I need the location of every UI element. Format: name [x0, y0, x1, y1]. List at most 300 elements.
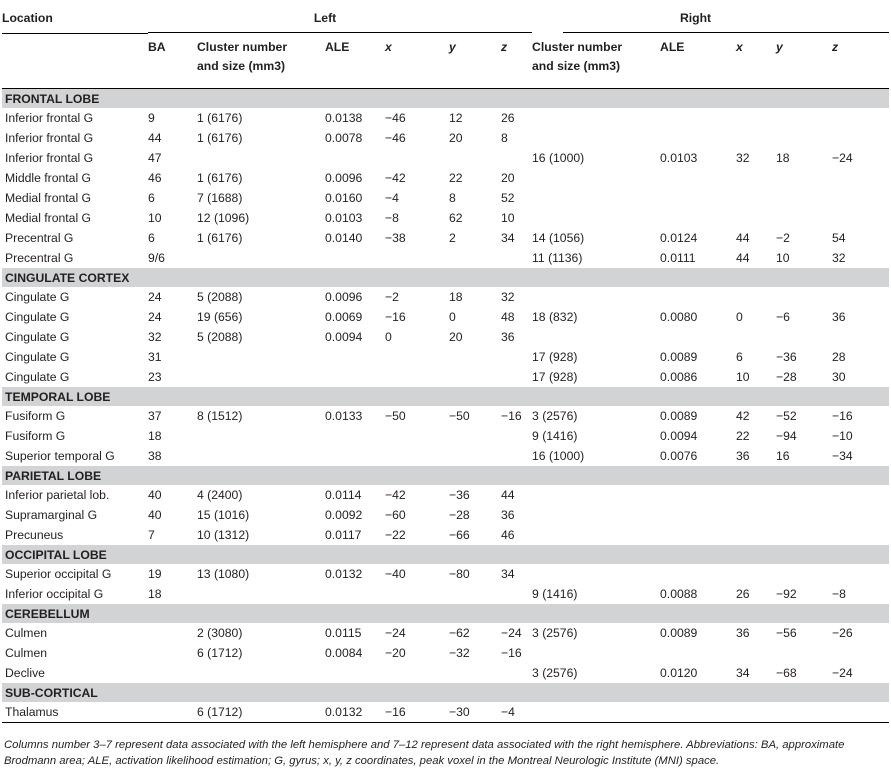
- y-right-header: y: [776, 34, 832, 89]
- section-title: CEREBELLUM: [2, 604, 889, 623]
- y-left-cell: 18: [449, 290, 463, 304]
- z-left-cell: 8: [501, 131, 508, 145]
- cluster-right-header: Cluster number and size (mm3): [532, 34, 660, 89]
- x-left-cell: −38: [385, 231, 406, 245]
- section-title: TEMPORAL LOBE: [2, 387, 889, 406]
- x-right-cell: 32: [736, 151, 750, 165]
- y-right-cell: −56: [776, 626, 797, 640]
- z-right-cell: [832, 505, 889, 525]
- z-left-cell: 48: [501, 310, 515, 324]
- ale-right-cell: 0.0120: [660, 666, 698, 680]
- cluster-left-cell: 7 (1688): [197, 191, 243, 205]
- x-right-cell: [736, 643, 776, 663]
- ale-left-cell: 0.0133: [325, 409, 363, 423]
- cluster-left-cell: 6 (1712): [197, 702, 325, 723]
- y-right-cell: [776, 505, 832, 525]
- z-right-cell: −26: [832, 626, 853, 640]
- ale-left-cell: 0.0115: [325, 626, 362, 640]
- y-left-cell: 12: [449, 111, 463, 125]
- y-left-cell: 22: [449, 171, 463, 185]
- ale-left-cell: 0.0069: [325, 310, 363, 324]
- y-left-cell: [449, 663, 501, 683]
- cluster-left-cell: 8 (1512): [197, 409, 243, 423]
- y-right-cell: −92: [776, 587, 797, 601]
- ba-cell: [148, 623, 197, 643]
- y-left-cell: −36: [449, 488, 470, 502]
- y-left-cell: −28: [449, 508, 470, 522]
- z-right-cell: −24: [832, 151, 853, 165]
- y-right-cell: [776, 643, 832, 663]
- table-row: [2, 128, 889, 148]
- cluster-right-cell: [532, 702, 660, 723]
- ale-results-table: [2, 7, 889, 723]
- left-hemisphere-header: Left: [313, 11, 337, 25]
- z-right-cell: 54: [832, 231, 846, 245]
- table-row: [2, 188, 889, 208]
- z-left-cell: [501, 248, 532, 268]
- cluster-left-cell: 6 (1712): [197, 646, 243, 660]
- ale-right-header: ALE: [660, 34, 736, 89]
- ale-right-cell: [660, 128, 736, 148]
- table-footnote: Columns number 3–7 represent data associated with the left hemisphere and 7–12 represent data associated with the right hemisphere. Abbreviations: BA, approximate Brodmann area; ALE, activation likelihood estimation; G, gyrus; x, y, z coordinates, peak voxel in the Montreal Neurologic Institute (MNI) space.: [4, 739, 845, 767]
- section-header-row: [2, 545, 889, 564]
- table-body: [2, 89, 889, 723]
- y-left-cell: 62: [449, 211, 463, 225]
- right-hemisphere-header: Right: [679, 11, 712, 25]
- location-cell: Cingulate G: [5, 370, 70, 384]
- ba-cell: [148, 643, 197, 663]
- cluster-left-cell: 13 (1080): [197, 567, 250, 581]
- z-right-cell: 30: [832, 370, 846, 384]
- ba-cell: 9/6: [148, 251, 165, 265]
- ba-cell: 18: [148, 587, 162, 601]
- x-right-cell: [736, 188, 776, 208]
- y-right-cell: [776, 108, 832, 128]
- ale-right-cell: 0.0124: [660, 231, 698, 245]
- cluster-left-cell: 10 (1312): [197, 528, 250, 542]
- table-row: [2, 643, 889, 663]
- x-right-cell: [736, 485, 776, 505]
- z-left-cell: 32: [501, 290, 515, 304]
- section-header-row: [2, 604, 889, 623]
- y-right-cell: [776, 525, 832, 545]
- y-left-header: y: [449, 34, 501, 89]
- z-left-cell: [501, 148, 532, 168]
- x-right-cell: [736, 208, 776, 228]
- section-title: FRONTAL LOBE: [2, 89, 889, 109]
- x-left-cell: −22: [385, 528, 406, 542]
- ba-header: BA: [148, 34, 197, 89]
- z-left-cell: [501, 347, 532, 367]
- ale-right-cell: 0.0111: [660, 251, 696, 265]
- cluster-right-cell: 9 (1416): [532, 429, 578, 443]
- cluster-right-cell: [532, 108, 660, 128]
- ale-right-cell: 0.0094: [660, 429, 698, 443]
- y-right-cell: [776, 564, 832, 584]
- z-left-cell: 10: [501, 211, 515, 225]
- location-cell: Precentral G: [5, 231, 74, 245]
- table-row: [2, 367, 889, 387]
- y-left-cell: −80: [449, 567, 470, 581]
- y-right-cell: 16: [776, 449, 790, 463]
- cluster-right-cell: 3 (2576): [532, 666, 578, 680]
- cluster-right-cell: 16 (1000): [532, 151, 585, 165]
- section-header-row: [2, 387, 889, 406]
- ba-cell: 31: [148, 350, 162, 364]
- ale-left-cell: 0.0132: [325, 567, 363, 581]
- cluster-right-cell: 14 (1056): [532, 231, 585, 245]
- cluster-right-cell: 3 (2576): [532, 409, 578, 423]
- ale-left-cell: [325, 148, 385, 168]
- cluster-left-cell: 1 (6176): [197, 131, 243, 145]
- z-right-cell: 36: [832, 310, 846, 324]
- z-left-header: z: [501, 34, 532, 89]
- location-cell: Superior temporal G: [5, 449, 115, 463]
- cluster-right-cell: 18 (832): [532, 310, 578, 324]
- z-right-cell: [832, 208, 889, 228]
- table-row: [2, 525, 889, 545]
- x-right-cell: [736, 505, 776, 525]
- z-right-cell: −10: [832, 429, 853, 443]
- table-row: [2, 406, 889, 426]
- table-row: [2, 584, 889, 604]
- cluster-right-cell: [532, 564, 660, 584]
- cluster-left-cell: [197, 148, 325, 168]
- location-cell: Cingulate G: [5, 290, 70, 304]
- ale-right-cell: [660, 327, 736, 347]
- ba-cell: 18: [148, 429, 162, 443]
- x-left-cell: [385, 367, 449, 387]
- ale-right-cell: 0.0089: [660, 350, 698, 364]
- table-row: [2, 485, 889, 505]
- table-row: [2, 108, 889, 128]
- table-row: [2, 228, 889, 248]
- ale-left-cell: [325, 347, 385, 367]
- location-cell: Fusiform G: [5, 429, 66, 443]
- z-left-cell: [501, 367, 532, 387]
- section-title: CINGULATE CORTEX: [2, 268, 889, 287]
- y-right-cell: −36: [776, 350, 797, 364]
- y-right-cell: −28: [776, 370, 797, 384]
- cluster-left-cell: 5 (2088): [197, 330, 243, 344]
- cluster-right-cell: [532, 525, 660, 545]
- table-row: [2, 623, 889, 643]
- y-right-cell: [776, 208, 832, 228]
- cluster-right-cell: 9 (1416): [532, 587, 578, 601]
- cluster-right-cell: [532, 287, 660, 307]
- cluster-right-cell: 17 (928): [532, 350, 578, 364]
- cluster-left-cell: 2 (3080): [197, 626, 243, 640]
- y-right-cell: [776, 485, 832, 505]
- x-left-cell: −60: [385, 508, 406, 522]
- cluster-left-cell: 15 (1016): [197, 508, 250, 522]
- x-left-cell: −42: [385, 488, 406, 502]
- cluster-right-cell: [532, 208, 660, 228]
- x-left-cell: 0: [385, 330, 392, 344]
- z-left-cell: 26: [501, 111, 515, 125]
- section-header-row: [2, 466, 889, 485]
- cluster-right-cell: 3 (2576): [532, 626, 578, 640]
- ba-cell: 10: [148, 211, 162, 225]
- section-header-row: [2, 683, 889, 702]
- ba-cell: 32: [148, 330, 162, 344]
- location-cell: Declive: [5, 666, 45, 680]
- ba-cell: 40: [148, 488, 162, 502]
- location-cell: Inferior occipital G: [5, 587, 104, 601]
- x-left-cell: −8: [385, 211, 399, 225]
- cluster-left-cell: 1 (6176): [197, 171, 243, 185]
- location-cell: Precentral G: [5, 251, 74, 265]
- x-right-cell: 22: [736, 429, 750, 443]
- location-cell: Supramarginal G: [5, 508, 98, 522]
- y-right-cell: [776, 702, 832, 723]
- cluster-left-cell: [197, 426, 325, 446]
- ba-cell: 7: [148, 528, 155, 542]
- cluster-left-cell: [197, 367, 325, 387]
- x-right-cell: 10: [736, 370, 750, 384]
- cluster-right-cell: [532, 168, 660, 188]
- ale-left-cell: [325, 663, 385, 683]
- x-right-cell: [736, 168, 776, 188]
- z-left-cell: −16: [501, 409, 522, 423]
- cluster-left-cell: 12 (1096): [197, 211, 250, 225]
- location-cell: Inferior parietal lob.: [5, 488, 110, 502]
- z-right-header: z: [832, 34, 889, 89]
- z-left-cell: [501, 663, 532, 683]
- section-header-row: [2, 268, 889, 287]
- z-left-cell: [501, 426, 532, 446]
- x-left-cell: −2: [385, 290, 399, 304]
- z-right-cell: [832, 188, 889, 208]
- table-row: [2, 168, 889, 188]
- x-left-cell: −24: [385, 626, 406, 640]
- y-right-cell: −2: [776, 231, 790, 245]
- table-row: [2, 663, 889, 683]
- table-row: [2, 307, 889, 327]
- z-right-cell: [832, 327, 889, 347]
- cluster-right-cell: [532, 505, 660, 525]
- location-cell: Cingulate G: [5, 350, 70, 364]
- x-right-cell: [736, 128, 776, 148]
- ale-left-cell: [325, 367, 385, 387]
- location-cell: Fusiform G: [5, 409, 66, 423]
- section-header-row: [2, 89, 889, 109]
- z-left-cell: −24: [501, 626, 522, 640]
- x-right-cell: 0: [736, 310, 743, 324]
- y-left-cell: [449, 248, 501, 268]
- x-right-cell: [736, 702, 776, 723]
- x-right-cell: 44: [736, 231, 750, 245]
- cluster-left-cell: 19 (656): [197, 310, 243, 324]
- z-left-cell: 34: [501, 567, 515, 581]
- z-right-cell: [832, 643, 889, 663]
- x-left-cell: −40: [385, 567, 406, 581]
- z-right-cell: 32: [832, 251, 846, 265]
- x-left-cell: −20: [385, 646, 406, 660]
- cluster-left-cell: 4 (2400): [197, 488, 243, 502]
- y-left-cell: [449, 148, 501, 168]
- table-row: [2, 248, 889, 268]
- location-cell: Culmen: [5, 626, 47, 640]
- z-left-cell: 44: [501, 488, 515, 502]
- x-left-cell: [385, 148, 449, 168]
- y-right-cell: 10: [776, 251, 790, 265]
- x-left-cell: −16: [385, 310, 406, 324]
- z-left-cell: [501, 446, 532, 466]
- y-left-cell: 2: [449, 231, 456, 245]
- ba-cell: 44: [148, 131, 162, 145]
- z-left-cell: 34: [501, 231, 515, 245]
- x-right-cell: 6: [736, 350, 743, 364]
- y-right-cell: −94: [776, 429, 797, 443]
- z-right-cell: [832, 485, 889, 505]
- location-cell: Cingulate G: [5, 310, 70, 324]
- z-right-cell: [832, 525, 889, 545]
- ba-cell: 38: [148, 449, 162, 463]
- z-left-cell: [501, 584, 532, 604]
- x-left-cell: [385, 663, 449, 683]
- cluster-left-cell: [197, 347, 325, 367]
- ale-left-cell: 0.0138: [325, 111, 363, 125]
- x-right-cell: 34: [736, 666, 750, 680]
- x-left-cell: −42: [385, 171, 406, 185]
- section-title: PARIETAL LOBE: [2, 466, 889, 485]
- ale-left-cell: 0.0084: [325, 646, 363, 660]
- cluster-left-header: Cluster number and size (mm3): [197, 34, 325, 89]
- ale-right-cell: [660, 287, 736, 307]
- y-right-cell: −68: [776, 666, 797, 680]
- x-right-header: x: [736, 34, 776, 89]
- location-cell: Superior occipital G: [5, 567, 112, 581]
- z-right-cell: [832, 564, 889, 584]
- y-left-cell: [449, 347, 501, 367]
- y-left-cell: 20: [449, 131, 463, 145]
- ale-right-cell: 0.0103: [660, 151, 698, 165]
- ale-left-cell: 0.0096: [325, 290, 363, 304]
- ba-cell: 46: [148, 171, 162, 185]
- ba-cell: 23: [148, 370, 162, 384]
- ba-cell: 40: [148, 508, 162, 522]
- location-cell: Precuneus: [5, 528, 64, 542]
- ale-left-cell: 0.0103: [325, 211, 363, 225]
- cluster-right-cell: [532, 128, 660, 148]
- ale-left-cell: 0.0132: [325, 702, 385, 723]
- z-right-cell: [832, 128, 889, 148]
- ale-right-cell: [660, 485, 736, 505]
- right-group-rule: [563, 32, 889, 33]
- header-row-columns: [2, 34, 889, 89]
- header-row-top: [2, 7, 889, 34]
- y-left-cell: 8: [449, 191, 456, 205]
- ale-right-cell: [660, 188, 736, 208]
- blank-header-cell: [2, 34, 148, 89]
- ba-cell: [148, 663, 197, 683]
- z-right-cell: [832, 168, 889, 188]
- y-left-cell: 20: [449, 330, 463, 344]
- section-title: OCCIPITAL LOBE: [2, 545, 889, 564]
- section-title: SUB-CORTICAL: [2, 683, 889, 702]
- y-left-cell: −62: [449, 626, 470, 640]
- ale-left-cell: 0.0117: [325, 528, 362, 542]
- cluster-left-cell: [197, 663, 325, 683]
- x-left-cell: [385, 584, 449, 604]
- y-right-cell: 18: [776, 151, 790, 165]
- location-cell: Middle frontal G: [5, 171, 92, 185]
- ale-right-cell: 0.0086: [660, 370, 698, 384]
- ale-left-cell: 0.0114: [325, 488, 362, 502]
- location-cell: Inferior frontal G: [5, 151, 94, 165]
- cluster-left-cell: 1 (6176): [197, 111, 243, 125]
- x-left-cell: −46: [385, 111, 406, 125]
- cluster-left-cell: [197, 446, 325, 466]
- cluster-right-cell: 16 (1000): [532, 449, 585, 463]
- cluster-left-cell: 5 (2088): [197, 290, 243, 304]
- y-right-cell: [776, 168, 832, 188]
- left-group-rule: [148, 32, 532, 33]
- z-right-cell: −34: [832, 449, 853, 463]
- z-left-cell: 52: [501, 191, 515, 205]
- z-right-cell: [832, 702, 889, 723]
- x-left-cell: −4: [385, 191, 399, 205]
- location-cell: Inferior frontal G: [5, 111, 94, 125]
- cluster-left-cell: [197, 584, 325, 604]
- z-right-cell: 28: [832, 350, 846, 364]
- ba-cell: 37: [148, 409, 162, 423]
- z-left-cell: 20: [501, 171, 515, 185]
- location-cell: Medial frontal G: [5, 191, 92, 205]
- x-right-cell: [736, 327, 776, 347]
- cluster-right-cell: [532, 643, 660, 663]
- ale-left-cell: 0.0096: [325, 171, 363, 185]
- cluster-left-cell: [197, 248, 325, 268]
- ale-right-cell: 0.0089: [660, 626, 698, 640]
- ba-cell: 47: [148, 151, 162, 165]
- ale-right-cell: 0.0088: [660, 587, 698, 601]
- cluster-right-cell: [532, 188, 660, 208]
- location-cell: Cingulate G: [5, 330, 70, 344]
- x-left-header: x: [385, 34, 449, 89]
- ba-cell: 19: [148, 567, 162, 581]
- table-row: [2, 347, 889, 367]
- cluster-left-cell: 1 (6176): [197, 231, 243, 245]
- z-left-cell: 46: [501, 528, 515, 542]
- x-right-cell: [736, 108, 776, 128]
- y-left-cell: [449, 584, 501, 604]
- z-left-cell: −16: [501, 646, 522, 660]
- y-right-cell: −6: [776, 310, 790, 324]
- location-cell: Thalamus: [2, 702, 148, 723]
- x-left-cell: [385, 426, 449, 446]
- y-right-cell: −52: [776, 409, 797, 423]
- x-left-cell: −46: [385, 131, 406, 145]
- y-left-cell: 0: [449, 310, 456, 324]
- ale-left-cell: 0.0160: [325, 191, 363, 205]
- ale-left-cell: 0.0140: [325, 231, 363, 245]
- y-right-cell: [776, 128, 832, 148]
- cluster-right-cell: 11 (1136): [532, 251, 583, 265]
- ale-left-cell: [325, 584, 385, 604]
- ba-cell: 9: [148, 111, 155, 125]
- y-left-cell: [449, 367, 501, 387]
- table-row: [2, 446, 889, 466]
- x-right-cell: 26: [736, 587, 750, 601]
- ale-right-cell: 0.0080: [660, 310, 698, 324]
- cluster-right-cell: [532, 327, 660, 347]
- x-right-cell: [736, 287, 776, 307]
- table-row: [2, 505, 889, 525]
- ale-right-cell: 0.0089: [660, 409, 698, 423]
- cluster-right-cell: 17 (928): [532, 370, 578, 384]
